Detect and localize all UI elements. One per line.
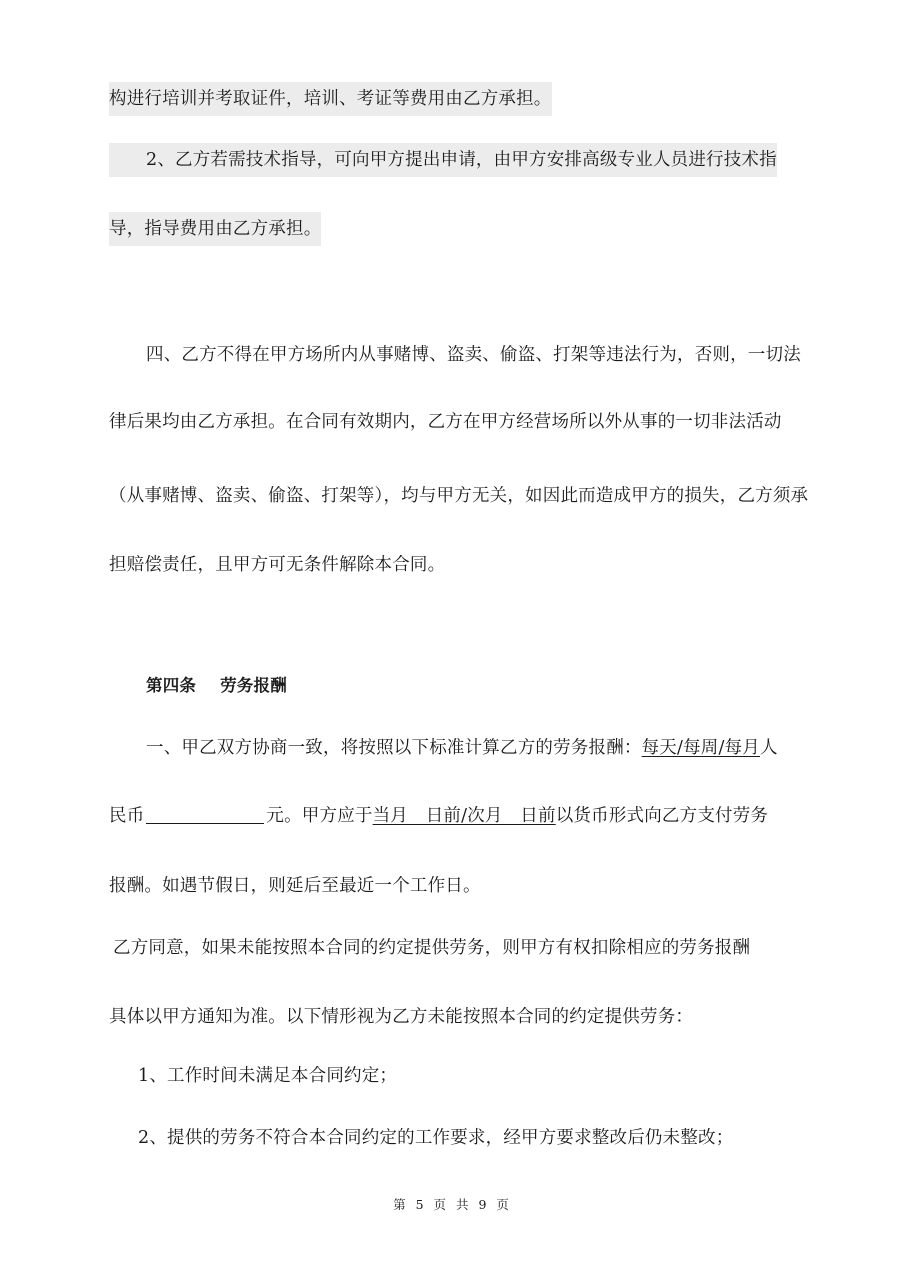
text-span: 民币 [109,806,145,826]
article-heading [146,669,287,703]
payment-period-options: 每天/每周/每月 [641,738,761,758]
paragraph-line: 构进行培训并考取证件，培训、考证等费用由乙方承担。 [109,82,552,116]
paragraph-line [109,799,768,833]
list-item: 1、工作时间未满足本合同约定； [138,1066,398,1086]
text-span: 元。甲方应于 [266,806,373,826]
paragraph-line: 担赔偿责任，且甲方可无条件解除本合同。 [109,555,446,575]
article-title: 劳务报酬 [220,676,287,695]
text-span: 人 [760,738,778,758]
paragraph-line: 导，指导费用由乙方承担。 [109,212,321,246]
paragraph-line: 乙方同意，如果未能按照本合同的约定提供劳务，则甲方有权扣除相应的劳务报酬 [113,938,751,958]
text-span: 一、甲乙双方协商一致，将按照以下标准计算乙方的劳务报酬： [146,738,642,758]
paragraph-line [146,731,778,765]
paragraph-line: 报酬。如遇节假日，则延后至最近一个工作日。 [109,876,481,896]
list-item: 2、提供的劳务不符合本合同约定的工作要求，经甲方要求整改后仍未整改； [138,1128,734,1148]
paragraph-line: 律后果均由乙方承担。在合同有效期内，乙方在甲方经营场所以外从事的一切非法活动 [109,412,782,432]
text-span: 以货币形式向乙方支付劳务 [555,806,769,826]
paragraph-line: （从事赌博、盗卖、偷盗、打架等），均与甲方无关，如因此而造成甲方的损失，乙方须承 [109,486,809,506]
paragraph-line: 四、乙方不得在甲方场所内从事赌博、盗卖、偷盗、打架等违法行为，否则，一切法 [146,345,801,365]
paragraph-line: 2、乙方若需技术指导，可向甲方提出申请，由甲方安排高级专业人员进行技术指 [109,143,777,177]
payment-date-options: 当月 日前/次月 日前 [372,806,556,826]
page-number: 第 5 页 共 9 页 [393,1197,512,1212]
amount-blank [146,805,264,824]
article-number: 第四条 [146,676,197,695]
paragraph-line: 具体以甲方通知为准。以下情形视为乙方未能按照本合同的约定提供劳务： [109,1007,694,1027]
